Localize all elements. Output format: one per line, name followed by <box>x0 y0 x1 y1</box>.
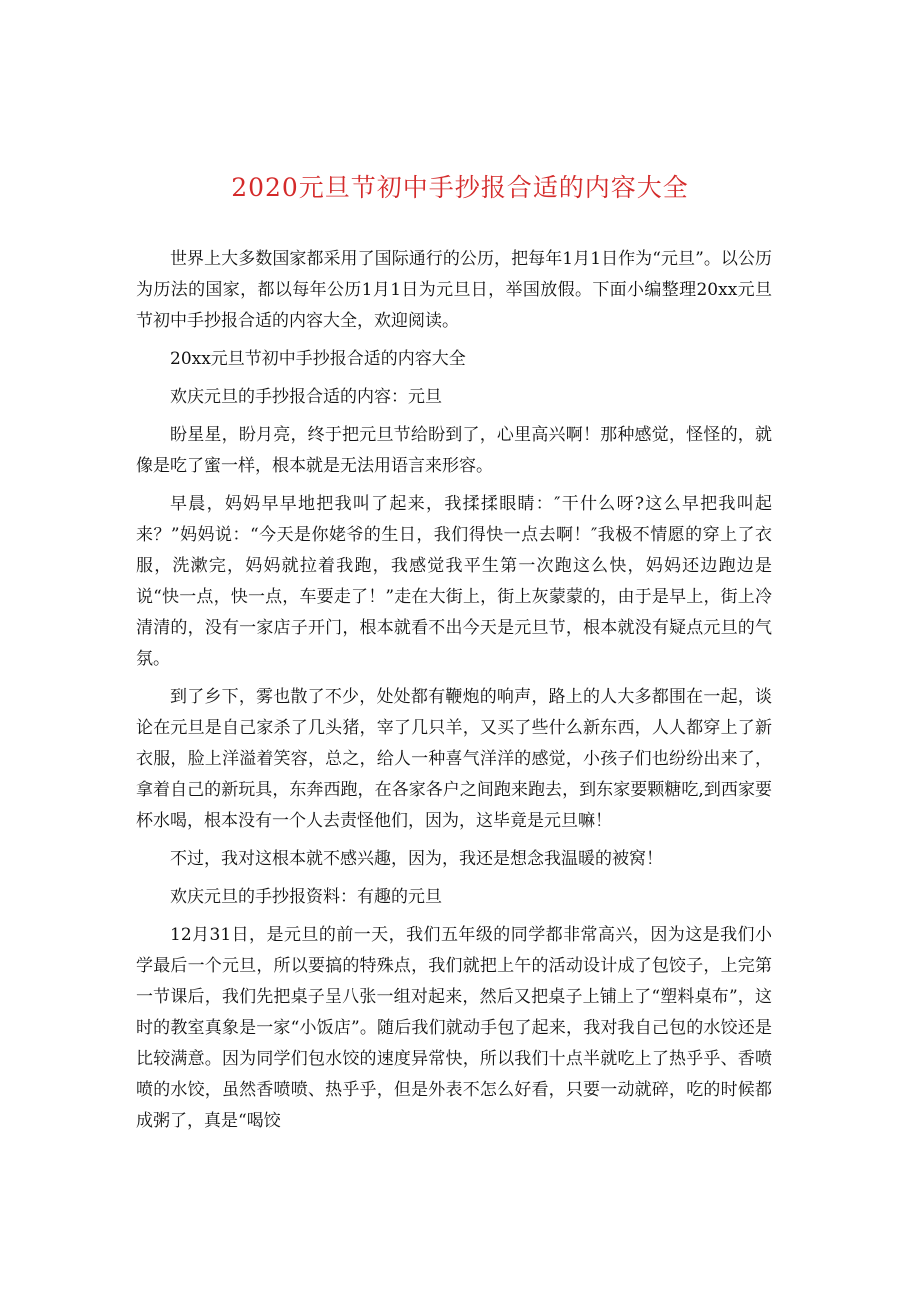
paragraph: 早晨，妈妈早早地把我叫了起来，我揉揉眼睛：″干什么呀?这么早把我叫起来？”妈妈说：“今天是你姥爷的生日，我们得快一点去啊！″我极不情愿的穿上了衣服，洗漱完，妈妈就拉着我跑，我感觉我平生第一次跑这么快，妈妈还边跑边是说“快一点，快一点，车要走了！”走在大街上，街上灰蒙蒙的，由于是早上，街上冷清清的，没有一家店子开门，根本就看不出今天是元旦节，根本就没有疑点元旦的气氛。 <box>136 494 772 669</box>
document-title: 2020元旦节初中手抄报合适的内容大全 <box>231 173 689 202</box>
paragraph: 不过，我对这根本就不感兴趣，因为，我还是想念我温暖的被窝！ <box>170 849 663 869</box>
paragraph-heading: 20xx元旦节初中手抄报合适的内容大全 <box>170 349 466 369</box>
paragraph: 12月31日，是元旦的前一天，我们五年级的同学都非常高兴，因为这是我们小学最后一个元旦，所以要搞的特殊点，我们就把上午的活动设计成了包饺子，上完第一节课后，我们先把桌子呈八张一组对起来，然后又把桌子上铺上了“塑料桌布”，这时的教室真象是一家“小饭店”。随后我们就动手包了起来，我对我自己包的水饺还是比较满意。因为同学们包水饺的速度异常快，所以我们十点半就吃上了热乎乎、香喷喷的水饺，虽然香喷喷、热乎乎，但是外表不怎么好看，只要一动就碎，吃的时候都成粥了，真是“喝饺 <box>136 925 772 1131</box>
paragraph-intro: 世界上大多数国家都采用了国际通行的公历，把每年1月1日作为“元旦”。以公历为历法的国家，都以每年公历1月1日为元旦日，举国放假。下面小编整理20xx元旦节初中手抄报合适的内容大全，欢迎阅读。 <box>136 249 772 331</box>
paragraph-section-title-1: 欢庆元旦的手抄报合适的内容：元旦 <box>170 387 442 407</box>
document-body <box>136 244 772 1144</box>
paragraph: 盼星星，盼月亮，终于把元旦节给盼到了，心里高兴啊！那种感觉，怪怪的，就像是吃了蜜一样，根本就是无法用语言来形容。 <box>136 425 772 476</box>
paragraph-section-title-2: 欢庆元旦的手抄报资料：有趣的元旦 <box>170 887 442 907</box>
paragraph: 到了乡下，雾也散了不少，处处都有鞭炮的响声，路上的人大多都围在一起，谈论在元旦是自己家杀了几头猪，宰了几只羊，又买了些什么新东西，人人都穿上了新衣服，脸上洋溢着笑容，总之，给人一种喜气洋洋的感觉，小孩子们也纷纷出来了，拿着自己的新玩具，东奔西跑，在各家各户之间跑来跑去，到东家要颗糖吃,到西家要杯水喝，根本没有一个人去责怪他们，因为，这毕竟是元旦嘛！ <box>136 687 772 831</box>
